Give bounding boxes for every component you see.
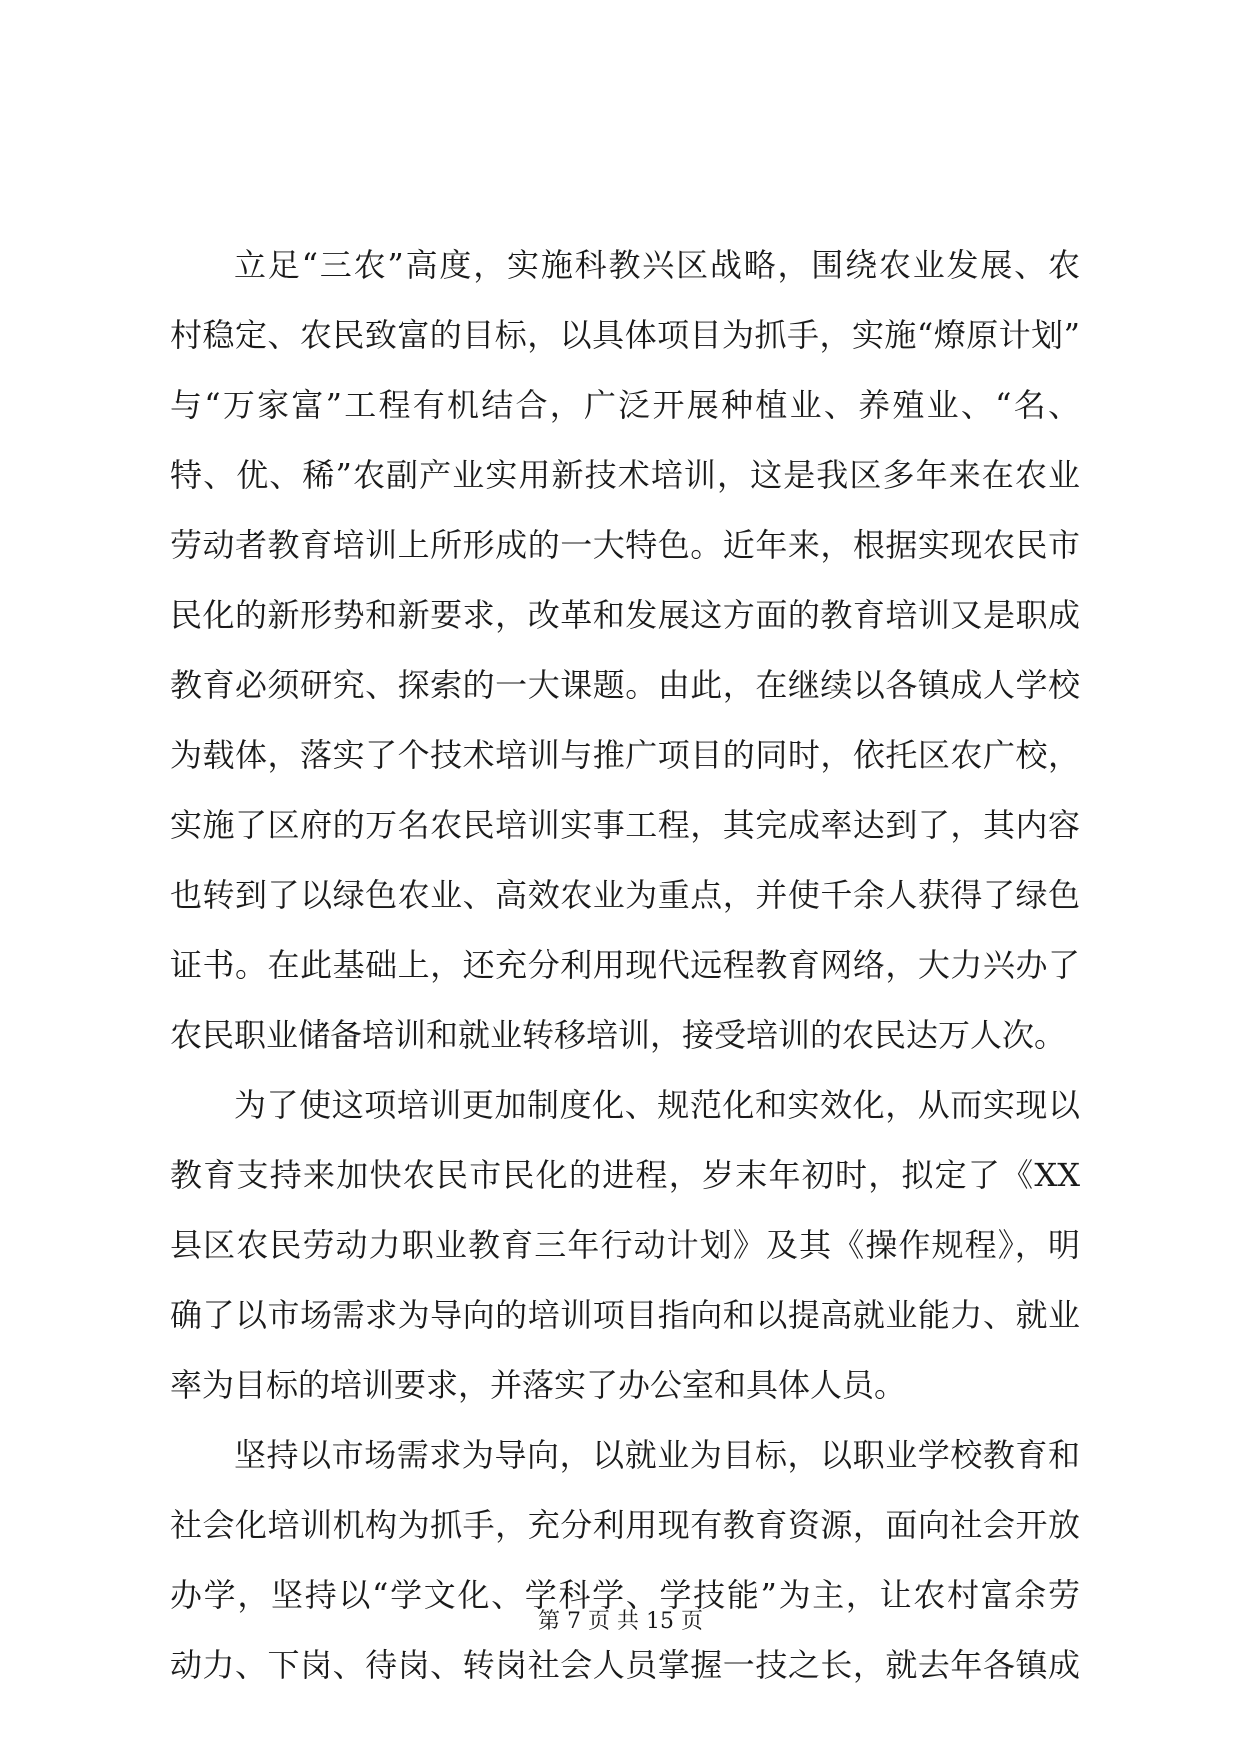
paragraph-3 — [170, 1420, 1080, 1700]
text-line: 为了使这项培训更加制度化、规范化和实效化，从而实现以 — [234, 1086, 1080, 1124]
text-line: 坚持以市场需求为导向，以就业为目标，以职业学校教育和 — [234, 1436, 1080, 1474]
text-line: 特、优、稀”农副产业实用新技术培训，这是我区多年来在农业 — [170, 456, 1080, 494]
text-line: 村稳定、农民致富的目标，以具体项目为抓手，实施“燎原计划” — [170, 316, 1080, 354]
text-line: 教育必须研究、探索的一大课题。由此，在继续以各镇成人学校 — [170, 666, 1080, 704]
body-text — [170, 230, 1080, 1700]
text-line: 与“万家富”工程有机结合，广泛开展种植业、养殖业、“名、 — [170, 386, 1080, 424]
text-line: 为载体，落实了个技术培训与推广项目的同时，依托区农广校， — [170, 736, 1080, 774]
text-line: 农民职业储备培训和就业转移培训，接受培训的农民达万人次。 — [170, 1016, 1067, 1054]
text-line: 率为目标的培训要求，并落实了办公室和具体人员。 — [170, 1366, 907, 1404]
text-line: 县区农民劳动力职业教育三年行动计划》及其《操作规程》，明 — [170, 1226, 1080, 1264]
text-line: 动力、下岗、待岗、转岗社会人员掌握一技之长，就去年各镇成 — [170, 1646, 1080, 1684]
paragraph-2 — [170, 1070, 1080, 1420]
text-line: 教育支持来加快农民市民化的进程，岁末年初时，拟定了《XX — [170, 1156, 1080, 1194]
paragraph-1 — [170, 230, 1080, 1070]
text-line: 证书。在此基础上，还充分利用现代远程教育网络，大力兴办了 — [170, 946, 1080, 984]
text-line: 也转到了以绿色农业、高效农业为重点，并使千余人获得了绿色 — [170, 876, 1080, 914]
text-line: 实施了区府的万名农民培训实事工程，其完成率达到了，其内容 — [170, 806, 1080, 844]
text-line: 立足“三农”高度，实施科教兴区战略，围绕农业发展、农 — [234, 246, 1080, 284]
page-number-footer: 第 7 页 共 15 页 — [538, 1609, 703, 1634]
text-line: 确了以市场需求为导向的培训项目指向和以提高就业能力、就业 — [170, 1296, 1080, 1334]
text-line: 办学，坚持以“学文化、学科学、学技能”为主，让农村富余劳 — [170, 1576, 1080, 1614]
text-line: 民化的新形势和新要求，改革和发展这方面的教育培训又是职成 — [170, 596, 1080, 634]
text-line: 劳动者教育培训上所形成的一大特色。近年来，根据实现农民市 — [170, 526, 1080, 564]
text-line: 社会化培训机构为抓手，充分利用现有教育资源，面向社会开放 — [170, 1506, 1080, 1544]
